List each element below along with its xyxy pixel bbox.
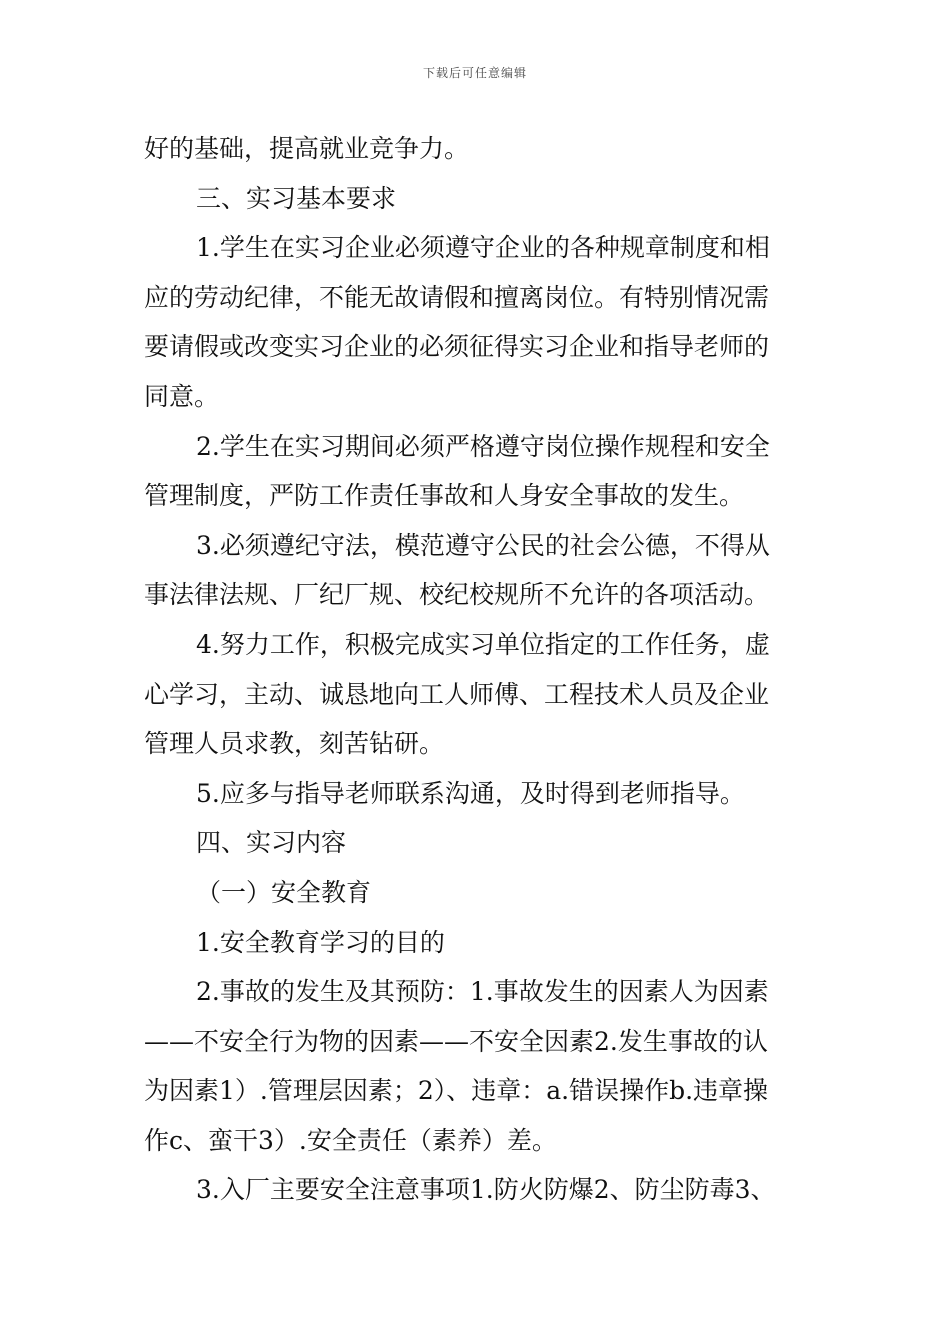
text-line: 为因素1）.管理层因素；2）、违章：a.错误操作b.违章操	[144, 1076, 769, 1106]
text-line: ——不安全行为物的因素——不安全因素2.发生事故的认	[144, 1026, 768, 1056]
text-line: 2.事故的发生及其预防：1.事故发生的因素人为因素	[196, 977, 769, 1007]
text-line: 四、实习内容	[196, 828, 347, 858]
text-line: 2.学生在实习期间必须严格遵守岗位操作规程和安全	[196, 431, 770, 461]
text-line: 管理制度，严防工作责任事故和人身安全事故的发生。	[144, 481, 745, 511]
text-line: 4.努力工作，积极完成实习单位指定的工作任务，虚	[196, 629, 770, 659]
text-line: （一）安全教育	[196, 877, 372, 907]
text-line: 1.安全教育学习的目的	[196, 927, 445, 957]
text-line: 同意。	[144, 381, 220, 411]
text-line: 作c、蛮干3）.安全责任（素养）差。	[144, 1125, 557, 1155]
text-line: 三、实习基本要求	[196, 183, 397, 213]
text-line: 要请假或改变实习企业的必须征得实习企业和指导老师的	[144, 332, 770, 362]
text-line: 事法律法规、厂纪厂规、校纪校规所不允许的各项活动。	[144, 580, 770, 610]
text-line: 3.必须遵纪守法，模范遵守公民的社会公德，不得从	[196, 530, 770, 560]
text-line: 好的基础，提高就业竞争力。	[144, 134, 470, 163]
text-line: 管理人员求教，刻苦钻研。	[144, 729, 445, 759]
text-line: 心学习，主动、诚恳地向工人师傅、工程技术人员及企业	[144, 679, 770, 709]
document-body	[144, 124, 809, 1215]
page-header: 下载后可任意编辑	[422, 66, 527, 80]
text-line: 应的劳动纪律，不能无故请假和擅离岗位。有特别情况需	[144, 282, 770, 312]
text-line: 1.学生在实习企业必须遵守企业的各种规章制度和相	[196, 233, 770, 263]
text-line: 5.应多与指导老师联系沟通，及时得到老师指导。	[196, 778, 745, 808]
text-line: 3.入厂主要安全注意事项1.防火防爆2、防尘防毒3、	[196, 1175, 776, 1205]
